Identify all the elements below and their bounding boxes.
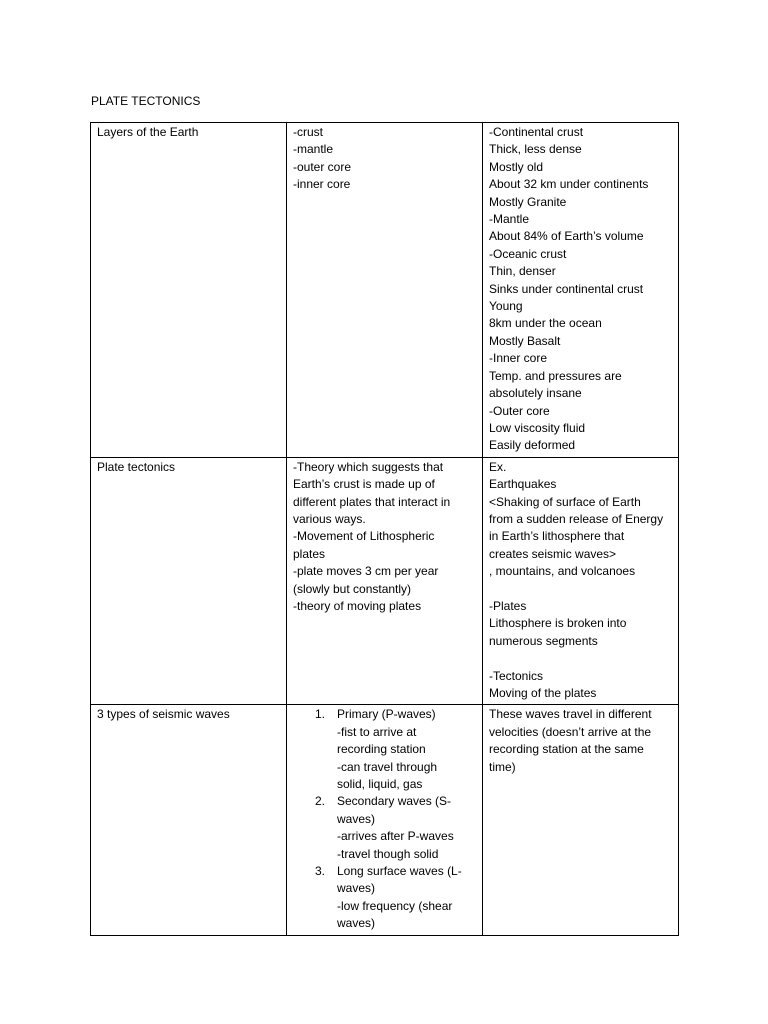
- topic-cell: [91, 123, 287, 458]
- text-line: -Movement of Lithospheric: [293, 529, 435, 544]
- summary-cell: [287, 457, 483, 705]
- blank-line: [489, 650, 672, 667]
- blank-line: [489, 581, 672, 598]
- text-line: Mostly Basalt: [489, 333, 561, 348]
- text-line: -plate moves 3 cm per year: [293, 564, 439, 579]
- text-line: Moving of the plates: [489, 685, 597, 700]
- text-line: Young: [489, 299, 523, 314]
- text-line: -fist to arrive at: [337, 724, 417, 739]
- summary-cell: [287, 705, 483, 935]
- text-line: Secondary waves (S-: [337, 794, 452, 809]
- topic-cell: [91, 705, 287, 935]
- text-line: , mountains, and volcanoes: [489, 564, 636, 579]
- text-line: -Oceanic crust: [489, 246, 567, 261]
- text-line: Temp. and pressures are: [489, 368, 622, 383]
- text-line: various ways.: [293, 511, 366, 526]
- text-line: -Plates: [489, 598, 527, 613]
- text-line: Thin, denser: [489, 264, 556, 279]
- text-line: Earth’s crust is made up of: [293, 477, 435, 492]
- list-number: 2.: [315, 794, 326, 809]
- text-line: Mostly Granite: [489, 194, 567, 209]
- text-line: velocities (doesn’t arrive at the: [489, 724, 652, 739]
- table-row-plate-tectonics: [91, 457, 679, 705]
- details-cell: [483, 457, 679, 705]
- topic-label: 3 types of seismic waves: [97, 707, 230, 722]
- notes-table: [90, 122, 679, 936]
- text-line: -Continental crust: [489, 125, 584, 139]
- text-line: -outer core: [293, 159, 352, 174]
- text-line: waves): [337, 881, 376, 896]
- text-line: Sinks under continental crust: [489, 281, 644, 296]
- text-line: 8km under the ocean: [489, 316, 602, 331]
- text-line: Primary (P-waves): [337, 707, 436, 722]
- text-line: Long surface waves (L-: [337, 864, 462, 879]
- text-line: -arrives after P-waves: [337, 829, 454, 844]
- text-line: recording station: [337, 742, 426, 757]
- text-line: absolutely insane: [489, 386, 582, 401]
- text-line: About 32 km under continents: [489, 177, 649, 192]
- list-number: 3.: [315, 864, 326, 879]
- text-line: -Inner core: [489, 351, 548, 366]
- text-line: Ex.: [489, 459, 507, 474]
- text-line: Thick, less dense: [489, 142, 582, 157]
- text-line: in Earth’s lithosphere that: [489, 529, 625, 544]
- text-line: (slowly but constantly): [293, 581, 412, 596]
- text-line: -theory of moving plates: [293, 598, 422, 613]
- text-line: Easily deformed: [489, 438, 576, 453]
- text-line: -low frequency (shear: [337, 898, 453, 913]
- text-line: -can travel through: [337, 759, 438, 774]
- text-line: plates: [293, 546, 326, 561]
- text-line: Lithosphere is broken into: [489, 616, 627, 631]
- summary-cell: [287, 123, 483, 458]
- text-line: -travel though solid: [337, 846, 439, 861]
- text-line: Low viscosity fluid: [489, 420, 586, 435]
- text-line: Mostly old: [489, 159, 544, 174]
- topic-label: Plate tectonics: [97, 459, 176, 474]
- text-line: <Shaking of surface of Earth: [489, 494, 641, 509]
- text-line: -Tectonics: [489, 668, 544, 683]
- text-line: -inner core: [293, 177, 351, 192]
- text-line: -crust: [293, 125, 323, 139]
- text-line: waves): [337, 916, 376, 931]
- text-line: waves): [337, 811, 376, 826]
- text-line: time): [489, 759, 516, 774]
- wave-list-item: [293, 706, 476, 793]
- table-row-layers: [91, 123, 679, 458]
- text-line: -mantle: [293, 142, 334, 157]
- text-line: These waves travel in different: [489, 707, 652, 722]
- details-cell: [483, 705, 679, 935]
- list-number: 1.: [315, 707, 326, 722]
- text-line: solid, liquid, gas: [337, 777, 423, 791]
- text-line: from a sudden release of Energy: [489, 511, 664, 526]
- text-line: recording station at the same: [489, 742, 644, 757]
- text-line: About 84% of Earth’s volume: [489, 229, 644, 244]
- text-line: -Theory which suggests that: [293, 459, 444, 474]
- text-line: numerous segments: [489, 633, 598, 648]
- document-title: PLATE TECTONICS: [91, 94, 201, 108]
- topic-cell: [91, 457, 287, 705]
- text-line: -Outer core: [489, 403, 550, 418]
- text-line: creates seismic waves>: [489, 546, 617, 561]
- wave-list-item: [293, 793, 476, 863]
- details-cell: [483, 123, 679, 458]
- text-line: different plates that interact in: [293, 494, 451, 509]
- text-line: -Mantle: [489, 212, 530, 227]
- table-row-seismic-waves: [91, 705, 679, 935]
- wave-types-list: [293, 706, 476, 932]
- text-line: Earthquakes: [489, 477, 557, 492]
- wave-list-item: [293, 863, 476, 933]
- topic-label: Layers of the Earth: [97, 125, 199, 139]
